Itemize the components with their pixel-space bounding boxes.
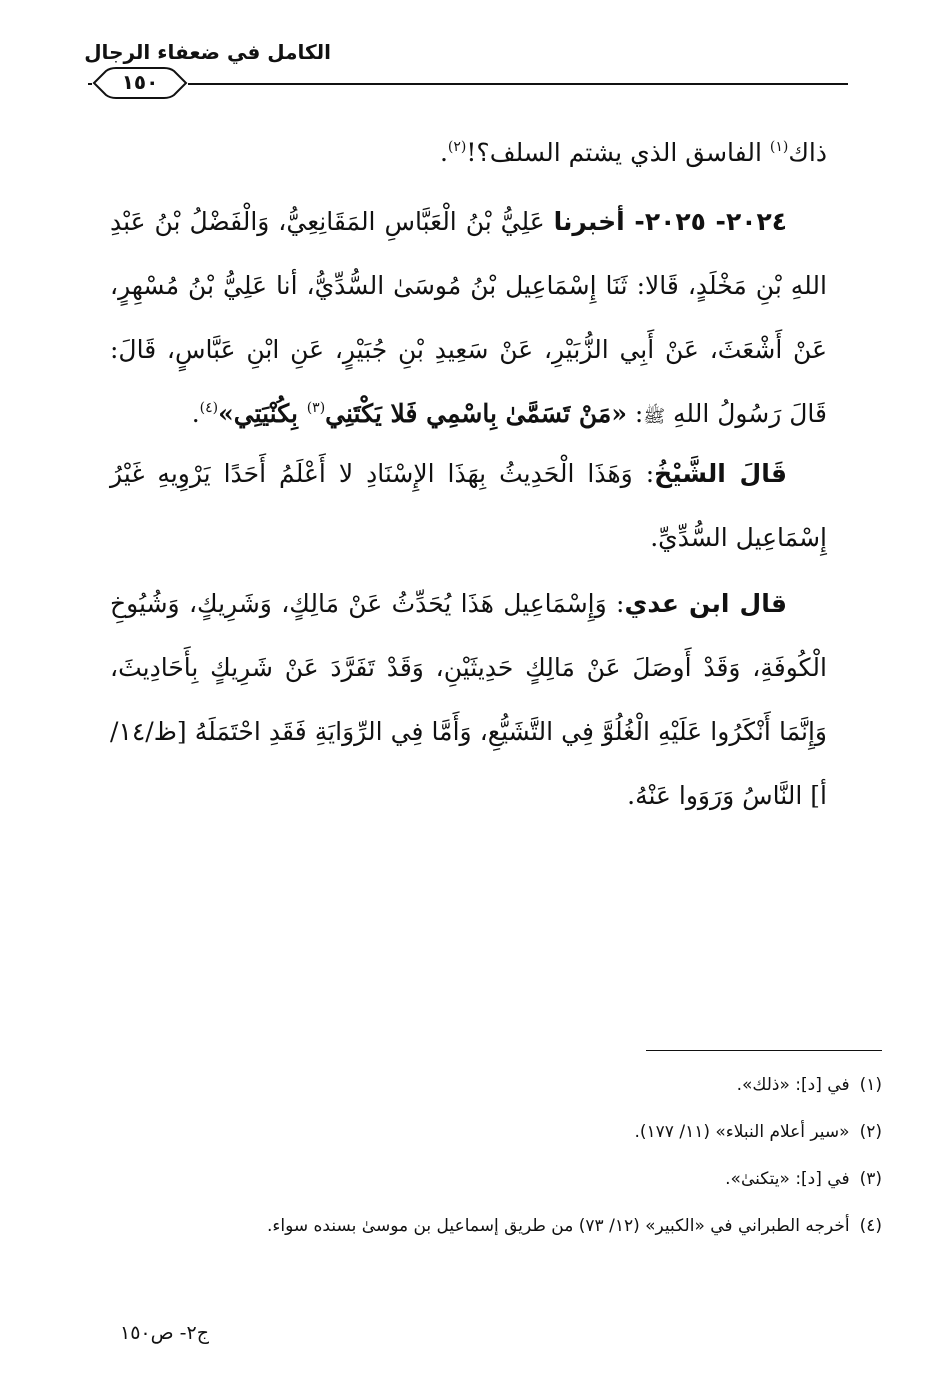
hadith-end: .	[191, 399, 200, 428]
hadith-colon: :	[626, 399, 644, 428]
footnote-4: (٤)أخرجه الطبراني في «الكبير» (١٢/ ٧٣) من طريق إسماعيل بن موسىٰ بسنده سواء.	[266, 1216, 882, 1236]
footnotes	[122, 1062, 882, 1250]
volume-page-ref: ج٢- ص١٥٠	[120, 1322, 209, 1344]
p1-text-c: .	[439, 138, 448, 167]
footnote-ref-3: (٣)	[306, 400, 326, 416]
footnote-rule	[646, 1050, 882, 1051]
ibn-adi-text: : وَإِسْمَاعِيل هَذَا يُحَدِّثُ عَنْ مَالِكٍ، وَشَرِيكٍ، وَشُيُوخِ الْكُوفَةِ، وَقَدْ أَوصَلَ عَنْ مَالِكٍ حَدِيثَيْنِ، وَقَدْ تَفَرَّدَ عَنْ شَرِيكٍ بِأَحَادِيثَ، وَإِنَّمَا أَنْكَرُوا عَلَيْهِ الْغُلُوَّ فِي التَّشَيُّعِ، وَأَمَّا فِي الرِّوَايَةِ فَقَدِ احْتَمَلَهُ [ظ/١٤/أ] النَّاسُ وَرَوَوا عَنْهُ.	[110, 589, 827, 810]
header-rule	[88, 83, 848, 85]
p1-text-b: الفاسق الذي يشتم السلف؟!	[466, 138, 770, 167]
footnote-2: (٢)«سير أعلام النبلاء» (١١/ ١٧٧).	[634, 1122, 882, 1142]
hadith-matn-b: بِكُنْيَتِي»	[218, 399, 307, 428]
ibn-adi-lead: قال ابن عدي	[624, 589, 787, 618]
footnote-3: (٣)في [د]: «يتكنىٰ».	[725, 1169, 882, 1189]
page-number-badge	[92, 66, 188, 100]
hadith-isnad: عَلِيُّ بْنُ الْعَبَّاسِ المَقَانِعِيُّ، وَالْفَضْلُ بْنُ عَبْدِ اللهِ بْنِ مَخْلَدٍ، قَالا: ثَنَا إِسْمَاعِيل بْنُ مُوسَىٰ السُّدِّيُّ، أنا عَلِيُّ بْنُ مُسْهِرٍ، عَنْ أَشْعَثَ، عَنْ أَبِي الزُّبَيْرِ، عَنْ سَعِيدِ بْنِ جُبَيْرٍ، عَنِ ابْنِ عَبَّاسٍ، قَالَ: قَالَ رَسُولُ اللهِ	[110, 207, 827, 428]
paragraph-hadith	[110, 190, 827, 449]
salutation-glyph: ﷺ	[643, 406, 666, 427]
footnote-ref-2: (٢)	[447, 139, 467, 155]
page-number: ١٥٠	[121, 70, 159, 94]
footnote-ref-1: (١)	[769, 139, 789, 155]
p1-text-a: ذاك	[788, 138, 827, 167]
sheikh-lead: قَالَ الشَّيْخُ	[654, 459, 787, 488]
running-title: الكامل في ضعفاء الرجال	[84, 40, 331, 64]
hadith-number-lead: ٢٠٢٤- ٢٠٢٥- أخبرنا	[553, 207, 787, 236]
paragraph-ibn-adi	[110, 572, 827, 828]
sheikh-text: : وَهَذَا الْحَدِيثُ بِهَذَا الإِسْنَادِ لا أَعْلَمُ أَحَدًا يَرْوِيهِ غَيْرُ إِسْمَاعِيل السُّدِّيِّ.	[110, 459, 827, 552]
paragraph-1	[110, 121, 827, 185]
paragraph-sheikh	[110, 442, 827, 570]
hadith-matn-a: «مَنْ تَسَمَّىٰ بِاسْمِي فَلا يَكْتَنِي	[325, 399, 627, 428]
footnote-ref-4: (٤)	[199, 400, 219, 416]
footnote-1: (١)في [د]: «ذلك».	[736, 1075, 882, 1095]
